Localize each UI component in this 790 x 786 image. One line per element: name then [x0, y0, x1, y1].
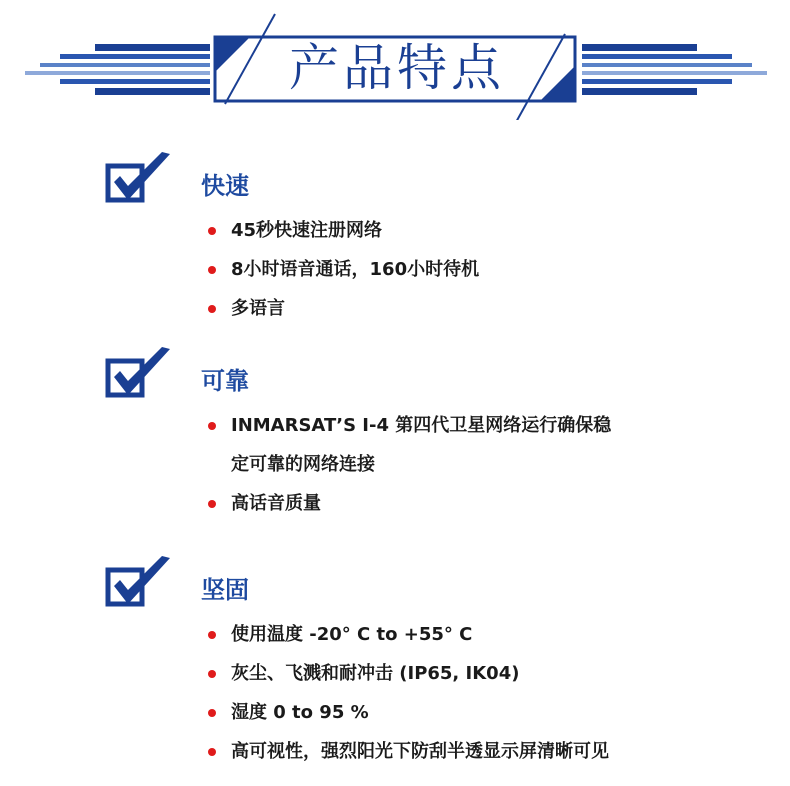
bullet-dot: [208, 227, 216, 235]
list-item: 高话音质量: [208, 484, 611, 523]
checkbox-check-icon: [104, 345, 174, 403]
list-item: INMARSAT’S I-4 第四代卫星网络运行确保稳: [208, 406, 611, 445]
section-title: 快速: [201, 172, 249, 200]
feature-list: [208, 615, 609, 771]
bullet-dot: [208, 670, 216, 678]
left-stripes: [25, 44, 210, 95]
header-banner: [0, 0, 790, 120]
right-stripes: [582, 44, 767, 95]
list-item: 8小时语音通话，160小时待机: [208, 250, 479, 289]
bullet-dot: [208, 305, 216, 313]
bullet-dot: [208, 500, 216, 508]
list-item: 45秒快速注册网络: [208, 211, 479, 250]
bullet-dot: [208, 422, 216, 430]
list-item: 灰尘、飞溅和耐冲击 (IP65, IK04): [208, 654, 609, 693]
checkbox-check-icon: [104, 554, 174, 612]
list-item: 多语言: [208, 289, 479, 328]
bullet-dot: [208, 266, 216, 274]
bullet-dot: [208, 631, 216, 639]
list-item: 使用温度 -20° C to +55° C: [208, 615, 609, 654]
section-title: 坚固: [201, 576, 249, 604]
section-title: 可靠: [201, 367, 249, 395]
list-item: 高可视性，强烈阳光下防刮半透显示屏清晰可见: [208, 732, 609, 771]
page-title: 产品特点: [289, 39, 505, 97]
bullet-dot: [208, 748, 216, 756]
list-item-continuation: 定可靠的网络连接: [231, 454, 375, 475]
feature-list: [208, 211, 479, 328]
checkbox-check-icon: [104, 150, 174, 208]
feature-list: [208, 406, 611, 523]
list-item: 湿度 0 to 95 %: [208, 693, 609, 732]
bullet-dot: [208, 709, 216, 717]
